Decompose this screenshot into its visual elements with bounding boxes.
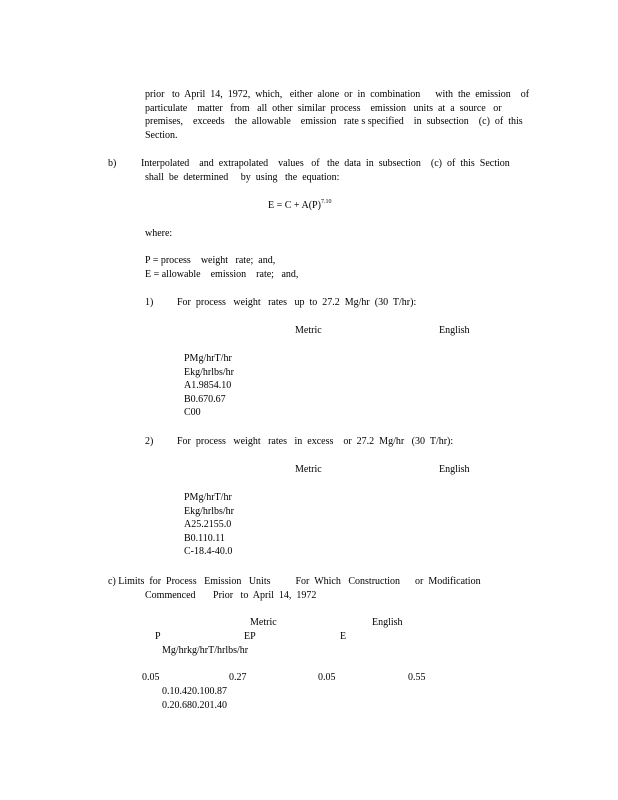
section-2-col-metric: Metric	[295, 464, 322, 475]
equation-text: E = C + A(P)	[268, 200, 321, 211]
section-c-line-2: Commenced Prior to April 14, 1972	[145, 589, 317, 601]
section-c-header-ep: EP	[244, 631, 256, 642]
section-c-row1-p: 0.05	[142, 672, 160, 683]
section-c-line-1: c) Limits for Process Emission Units For Which Construction or Modification	[108, 576, 481, 587]
definition-p: P = process weight rate; and,	[145, 255, 276, 266]
section-2-number: 2)	[145, 436, 154, 447]
para-b-line-2: shall be determined by using the equation:	[145, 171, 340, 183]
where-label: where:	[145, 228, 173, 239]
section-1-row-b: B0.670.67	[184, 393, 226, 405]
section-1-row-e: Ekg/hrlbs/hr	[184, 366, 234, 378]
section-2-row-p: PMg/hrT/hr	[184, 492, 232, 503]
para-a-line-1: prior to April 14, 1972, which, either alone or in combination with the emission of	[145, 89, 530, 100]
section-2-row-e: Ekg/hrlbs/hr	[184, 505, 234, 517]
section-c-units: Mg/hrkg/hrT/hrlbs/hr	[162, 645, 249, 656]
definition-e: E = allowable emission rate; and,	[145, 268, 299, 280]
section-c-header-e: E	[340, 631, 347, 642]
section-c-row1-ep: 0.27	[229, 672, 247, 683]
section-c-header-p: P	[155, 631, 161, 642]
equation	[268, 199, 331, 215]
section-c-col-english: English	[372, 617, 403, 628]
section-1-row-c: C00	[184, 407, 201, 418]
section-c-row-2: 0.10.420.100.87	[162, 686, 227, 697]
section-c-row1-e: 0.55	[408, 672, 426, 683]
para-a-line-4: Section.	[145, 129, 178, 141]
section-1-col-english: English	[439, 325, 470, 336]
section-2-text: For process weight rates in excess or 27.2 Mg/hr (30 T/hr):	[177, 436, 454, 447]
section-1-number: 1)	[145, 297, 154, 308]
section-2-row-a: A25.2155.0	[184, 519, 232, 530]
section-1-row-a: A1.9854.10	[184, 380, 232, 391]
section-c-row-3: 0.20.680.201.40	[162, 700, 227, 711]
section-1-row-p: PMg/hrT/hr	[184, 353, 232, 364]
equation-exponent: 7.10	[320, 199, 332, 205]
section-1-text: For process weight rates up to 27.2 Mg/hr (30 T/hr):	[177, 297, 417, 308]
para-a-line-2: particulate matter from all other similar process emission units at a source or	[145, 102, 502, 114]
section-1-col-metric: Metric	[295, 325, 322, 336]
para-b-label: b)	[108, 158, 117, 169]
section-2-row-c: C-18.4-40.0	[184, 546, 233, 557]
section-2-col-english: English	[439, 464, 470, 475]
para-b-line-1: Interpolated and extrapolated values of the data in subsection (c) of this Section	[141, 158, 510, 169]
para-a-line-3: premises, exceeds the allowable emission rate s specified in subsection (c) of this	[145, 116, 523, 127]
section-c-row1-p-english: 0.05	[318, 672, 336, 683]
section-2-row-b: B0.110.11	[184, 532, 225, 544]
section-c-col-metric: Metric	[250, 617, 277, 628]
